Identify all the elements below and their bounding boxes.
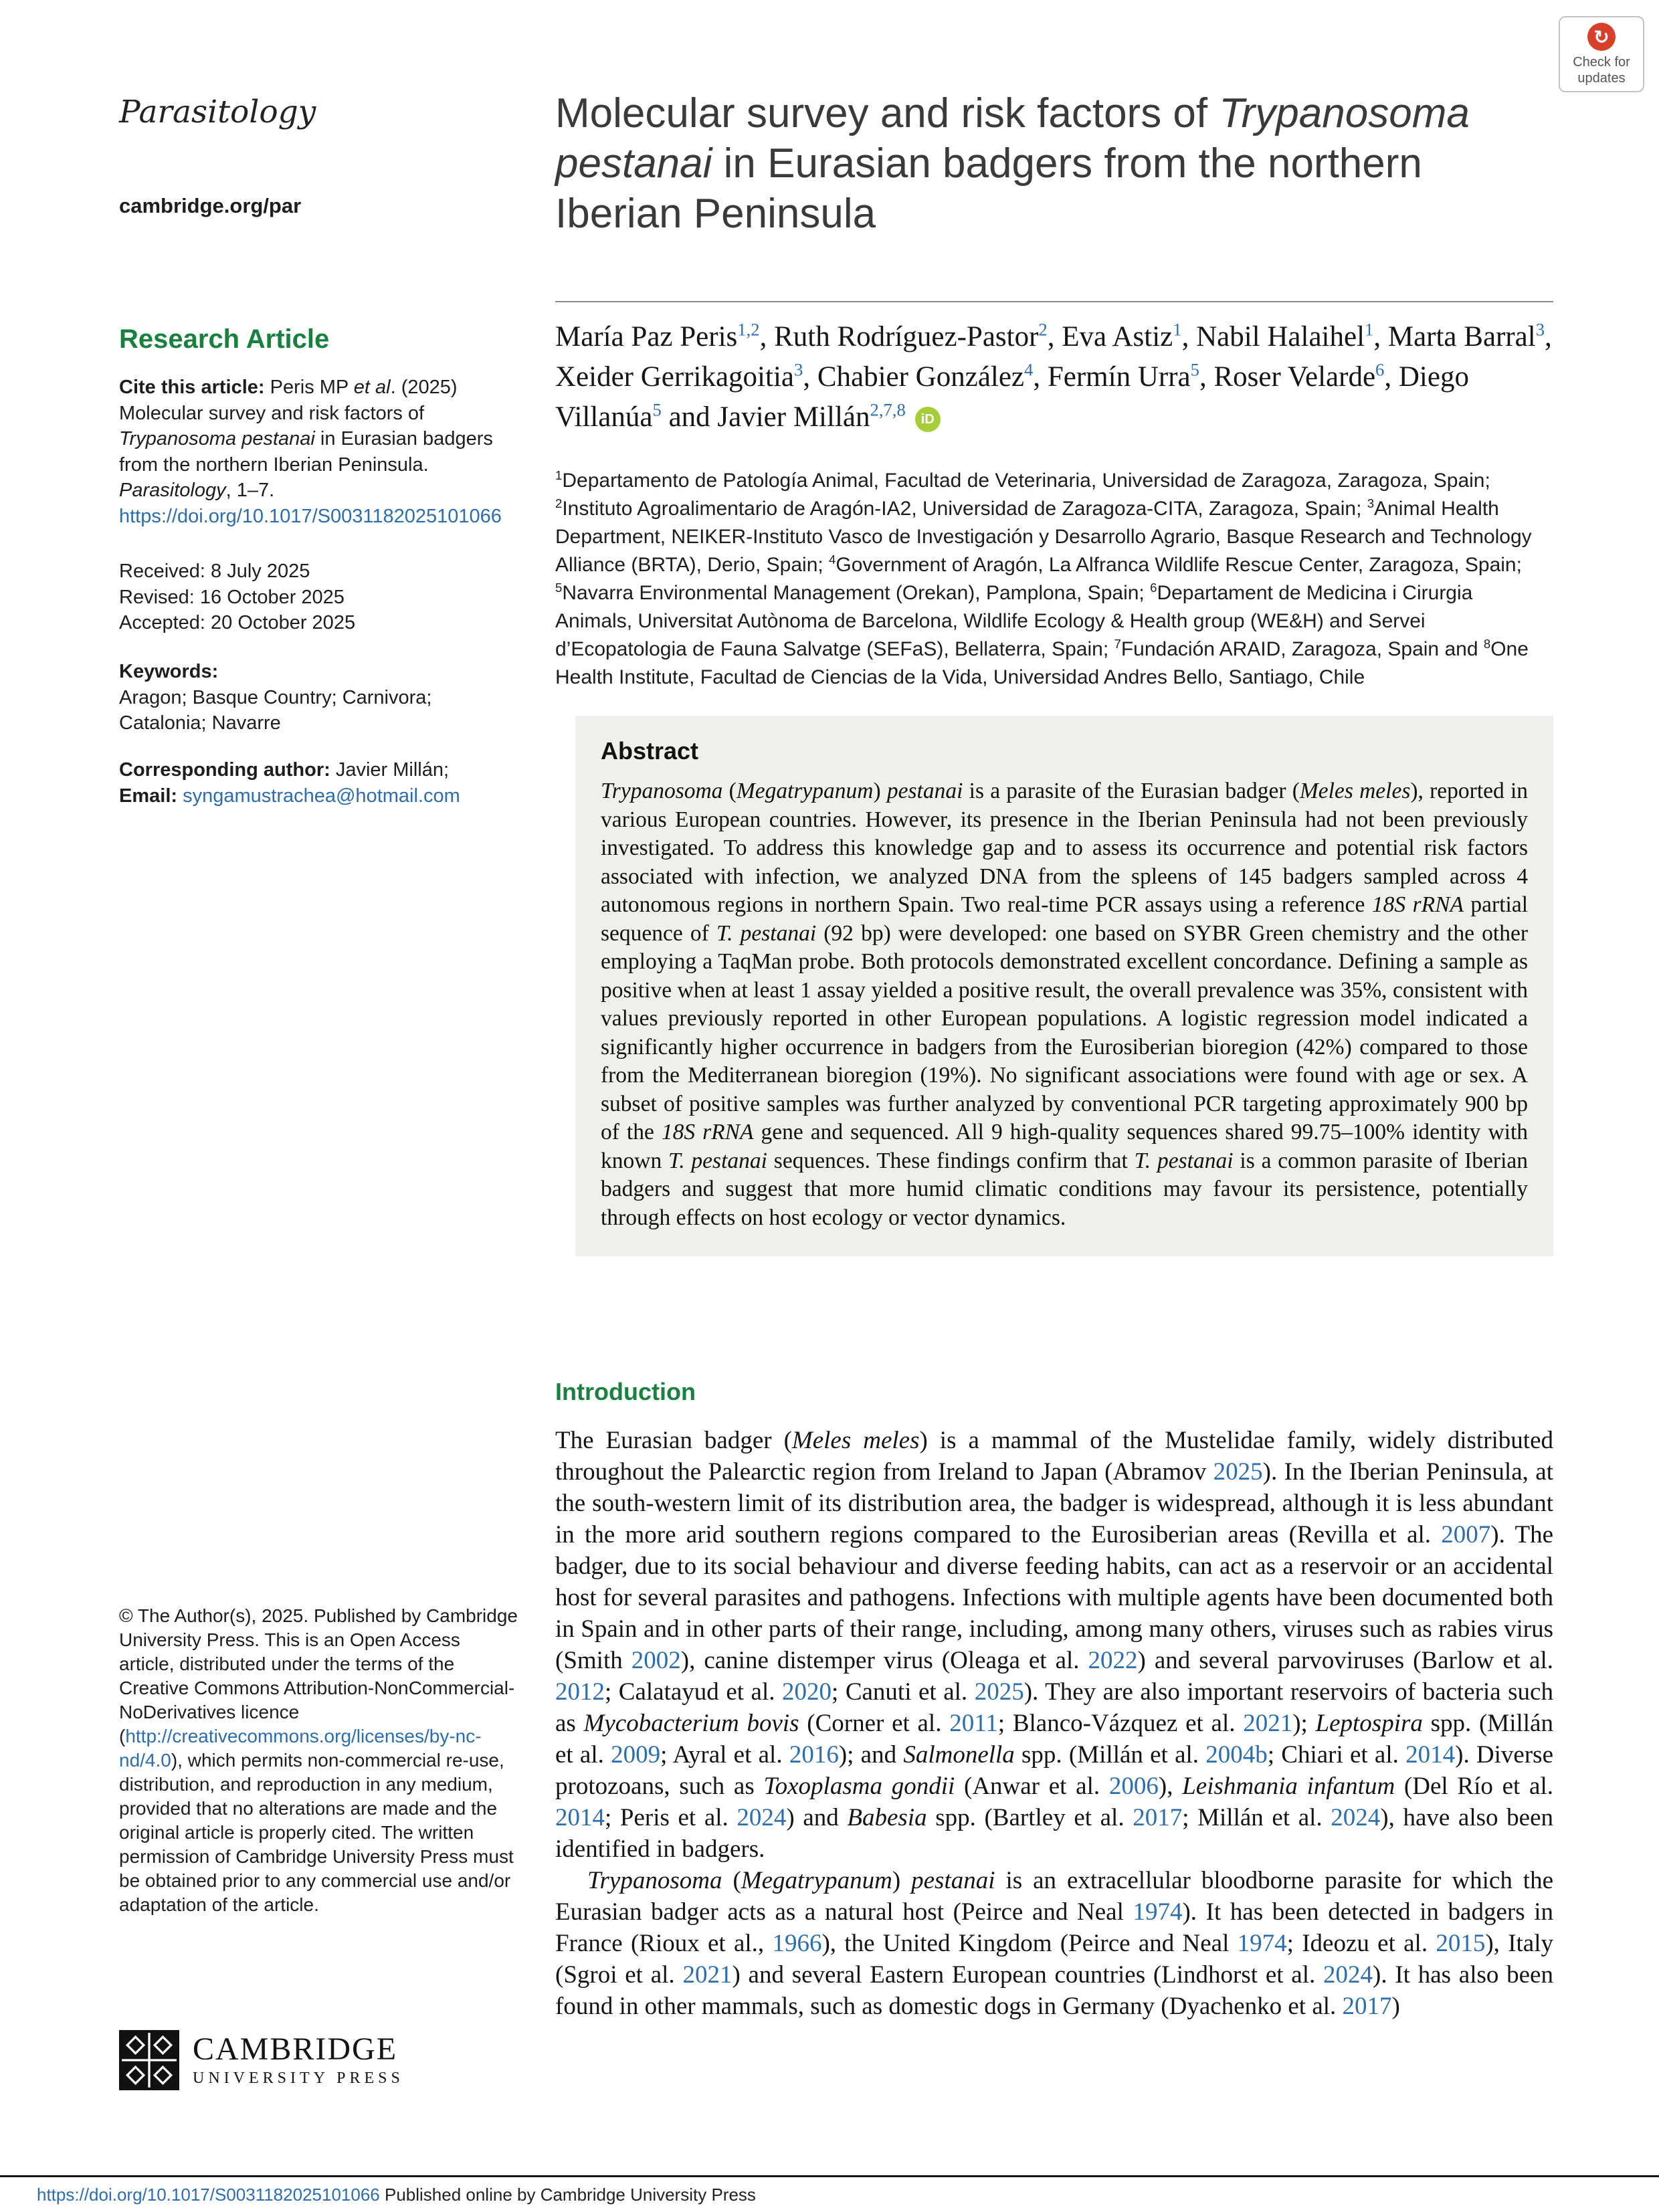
inline-link[interactable]: 2009 [611,1741,661,1769]
publisher-name: CAMBRIDGE [193,2031,398,2067]
inline-link[interactable]: 1974 [1133,1898,1183,1926]
keywords-label: Keywords: [119,661,219,682]
accepted-date: Accepted: 20 October 2025 [119,612,356,633]
inline-link[interactable]: 2020 [782,1678,832,1706]
inline-link[interactable]: http://creativecommons.org/licenses/by-nc-nd/4.0 [119,1726,482,1771]
inline-link[interactable]: 2002 [631,1647,681,1674]
history-dates [119,559,520,636]
inline-link[interactable]: 2017 [1342,1993,1392,2020]
copyright-notice: © The Author(s), 2025. Published by Cambridge University Press. This is an Open Access article, distributed under the terms of the Creative Commons Attribution-NonCommercial-NoDerivatives licence (http://creativecommons.org/licenses/by-nc-nd/4.0), which permits non-commercial re-use, distribution, and reproduction in any medium, provided that no alterations are made and the original article is properly cited. The written permission of Cambridge University Press must be obtained prior to any commercial use and/or adaptation of the article. [119,1605,518,1915]
introduction-paragraph-1: The Eurasian badger (Meles meles) is a mammal of the Mustelidae family, widely distributed throughout the Palearctic region from Ireland to Japan (Abramov 2025). In the Iberian Peninsula, at the south-western limit of its distribution area, the badger is widespread, although it is less abundant in the more arid southern regions compared to the Eurosiberian areas (Revilla et al. 2007). The badger, due to its social behaviour and diverse feeding habits, can act as a reservoir or an accidental host for several parasites and pathogens. Infections with multiple agents have been documented both in Spain and in other parts of their range, including, among many others, viruses such as rabies virus (Smith 2002), canine distemper virus (Oleaga et al. 2022) and several parvoviruses (Barlow et al. 2012; Calatayud et al. 2020; Canuti et al. 2025). They are also important reservoirs of bacteria such as Mycobacterium bovis (Corner et al. 2011; Blanco-Vázquez et al. 2021); Leptospira spp. (Millán et al. 2009; Ayral et al. 2016); and Salmonella spp. (Millán et al. 2004b; Chiari et al. 2014). Diverse protozoans, such as Toxoplasma gondii (Anwar et al. 2006), Leishmania infantum (Del Río et al. 2014; Peris et al. 2024) and Babesia spp. (Bartley et al. 2017; Millán et al. 2024), have also been identified in badgers. [555,1427,1554,1863]
received-date: Received: 8 July 2025 [119,561,310,582]
footer-doi-line: https://doi.org/10.1017/S0031182025101066 Published online by Cambridge University Press [37,2185,756,2205]
check-for-updates-badge[interactable] [1559,16,1644,92]
inline-link[interactable]: 2017 [1133,1804,1183,1831]
corresponding-author-block: Corresponding author: Javier Millán; Email: syngamustrachea@hotmail.com [119,759,460,807]
abstract-section [575,716,1553,1256]
inline-link[interactable]: 2012 [555,1678,605,1706]
journal-title: Parasitology [119,94,316,130]
inline-link[interactable]: 2024 [1323,1961,1373,1989]
orcid-icon[interactable]: iD [915,407,941,432]
abstract-body: Trypanosoma (Megatrypanum) pestanai is a parasite of the Eurasian badger (Meles meles), reported in various European countries. However, its presence in the Iberian Peninsula had not been previously investigated. To address this knowledge gap and to assess its occurrence and potential risk factors associated with infection, we analyzed DNA from the spleens of 145 badgers sampled across 4 autonomous regions in northern Spain. Two real-time PCR assays using a reference 18S rRNA partial sequence of T. pestanai (92 bp) were developed: one based on SYBR Green chemistry and the other employing a TaqMan probe. Both protocols demonstrated excellent concordance. Defining a sample as positive when at least 1 assay yielded a positive result, the overall prevalence was 35%, consistent with values previously reported in other European populations. A logistic regression model indicated a significantly higher occurrence in badgers from the Eurosiberian bioregion (42%) compared to those from the Mediterranean bioregion (19%). No significant associations were found with age or sex. A subset of positive samples was further analyzed by conventional PCR targeting approximately 900 bp of the 18S rRNA gene and sequenced. All 9 high-quality sequences shared 99.75–100% identity with known T. pestanai sequences. These findings confirm that T. pestanai is a common parasite of Iberian badgers and suggest that more humid climatic conditions may favour its persistence, potentially through effects on host ecology or vector dynamics. [601,779,1529,1230]
inline-link[interactable]: 2024 [737,1804,787,1831]
inline-link[interactable]: 2025 [1213,1458,1263,1486]
abstract-heading: Abstract [601,737,699,765]
inline-link[interactable]: 2022 [1088,1647,1138,1674]
publisher-subname: UNIVERSITY PRESS [193,2069,404,2087]
check-for-updates-label: Check for updates [1573,55,1630,86]
inline-link[interactable]: syngamustrachea@hotmail.com [183,785,460,807]
inline-link[interactable]: 2011 [949,1710,998,1737]
affiliations: $^1$Departamento de Patología Animal, Facultad de Veterinaria, Universidad de Zaragoza, Zaragoza, Spain; $^2$Instituto Agroalimentario de Aragón-IA2, Universidad de Zaragoza-CITA, Zaragoza, Spain; $^3$Animal Health Department, NEIKER-Instituto Vasco de Investigación y Desarrollo Agrario, Basque Research and Technology Alliance (BRTA), Derio, Spain; $^4$Government of Aragón, La Alfranca Wildlife Rescue Center, Zaragoza, Spain; $^5$Navarra Environmental Management (Orekan), Pamplona, Spain; $^6$Departament de Medicina i Cirurgia Animals, Universitat Autònoma de Barcelona, Wildlife Ecology & Health group (WE&H) and Servei d’Ecopatologia de Fauna Salvatge (SEFaS), Bellaterra, Spain; $^7$Fundación ARAID, Zaragoza, Spain and $^8$One Health Institute, Facultad de Ciencias de la Vida, Universidad Andres Bello, Santiago, Chile [555,468,1532,688]
crossref-icon: ↻ [1587,23,1616,51]
title-divider [555,301,1553,302]
inline-link[interactable]: https://doi.org/10.1017/S0031182025101066 [37,2185,380,2205]
inline-link[interactable]: 2006 [1108,1773,1159,1800]
sidebar [119,94,520,2181]
inline-link[interactable]: 2007 [1441,1521,1491,1548]
introduction-section [555,1378,1553,2022]
article-type-heading: Research Article [119,324,330,354]
article-title: Molecular survey and risk factors of Trypanosoma pestanai in Eurasian badgers from the northern Iberian Peninsula [555,90,1470,237]
inline-link[interactable]: 2021 [1243,1710,1293,1737]
inline-link[interactable]: 1974 [1237,1930,1287,1957]
inline-link[interactable]: 2021 [682,1961,733,1989]
citation-text: Cite this article: Peris MP et al. (2025) Molecular survey and risk factors of Trypanosoma pestanai in Eurasian badgers from the northern Iberian Peninsula. Parasitology, 1–7. https://doi.org/10.1017/S0031182025101066 [119,377,502,527]
inline-link[interactable]: 2004b [1205,1741,1268,1769]
introduction-paragraph-2: Trypanosoma (Megatrypanum) pestanai is an extracellular bloodborne parasite for which the Eurasian badger acts as a natural host (Peirce and Neal 1974). It has been detected in badgers in France (Rioux et al., 1966), the United Kingdom (Peirce and Neal 1974; Ideozu et al. 2015), Italy (Sgroi et al. 2021) and several Eastern European countries (Lindhorst et al. 2024). It has also been found in other mammals, such as domestic dogs in Germany (Dyachenko et al. 2017) [555,1867,1554,2020]
inline-link[interactable]: 1966 [772,1930,822,1957]
inline-link[interactable]: https://doi.org/10.1017/S0031182025101066 [119,505,502,527]
inline-link[interactable]: 2015 [1436,1930,1486,1957]
inline-link[interactable]: 2016 [789,1741,839,1769]
inline-link[interactable]: 2024 [1331,1804,1381,1831]
journal-url-link[interactable]: cambridge.org/par [119,194,302,217]
revised-date: Revised: 16 October 2025 [119,586,345,608]
introduction-heading: Introduction [555,1378,696,1405]
keywords-block [119,659,520,736]
author-names: María Paz Peris$^{1,2}$, Ruth Rodríguez-Pastor$^2$, Eva Astiz$^1$, Nabil Halaihel$^1$, Marta Barral$^3$, Xeider Gerrikagoitia$^3$, Chabier González$^4$, Fermín Urra$^5$, Roser Velarde$^6$, Diego Villanúa$^5$ and Javier Millán$^{2,7,8}$ [555,319,1552,433]
keywords-list: Aragon; Basque Country; Carnivora; Catalonia; Navarre [119,686,432,734]
inline-link[interactable]: 2025 [974,1678,1024,1706]
bottom-divider [0,2175,1659,2177]
publisher-logo [119,2030,404,2090]
cambridge-crest-icon [119,2030,179,2090]
inline-link[interactable]: 2014 [555,1804,605,1831]
inline-link[interactable]: 2014 [1405,1741,1456,1769]
author-list [555,317,1553,437]
